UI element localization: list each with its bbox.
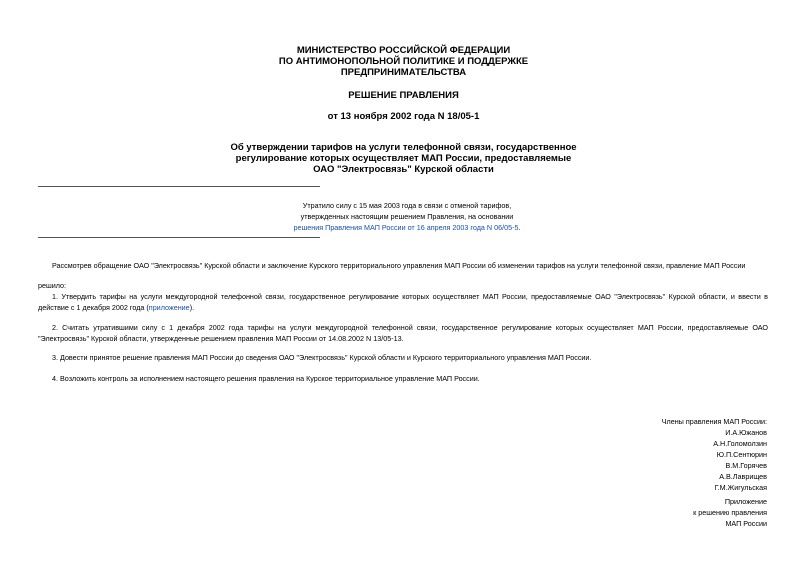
status-note-line-2: утвержденных настоящим решением Правления, на основании xyxy=(300,212,514,221)
divider-bottom xyxy=(38,237,320,238)
resolved-label: решило: xyxy=(38,281,67,290)
status-note-line-1: Утратило силу с 15 мая 2003 года в связи с отменой тарифов, xyxy=(302,201,512,210)
signer-name: Ю.П.Сентюрин xyxy=(716,450,767,459)
doc-date xyxy=(0,111,807,122)
item-1-main: 1. Утвердить тарифы на услуги междугородной телефонной связи, государственное регулирование которых осуществляет МАП России, предоставляемые ОАО "Электросвязь" Курской области, и ввести в действие с 1 декабря 2002 года ( xyxy=(38,292,768,312)
doc-date-label: от 13 ноября 2002 года N 18/05-1 xyxy=(327,111,480,122)
appendix-line-1: Приложение xyxy=(724,497,767,506)
title-line-1: Об утверждении тарифов на услуги телефонной связи, государственное xyxy=(230,142,577,153)
resolved-block xyxy=(38,281,768,292)
document-title xyxy=(0,142,807,175)
signers-heading: Члены правления МАП России: xyxy=(661,417,767,426)
signer-name: В.М.Горячев xyxy=(725,461,767,470)
status-note xyxy=(200,200,614,233)
appendix-line-2: к решению правления xyxy=(693,508,767,517)
ministry-header xyxy=(0,45,807,78)
appendix-block xyxy=(693,496,767,529)
ministry-line-1: МИНИСТЕРСТВО РОССИЙСКОЙ ФЕДЕРАЦИИ xyxy=(296,45,511,56)
signer-name: А.Н.Голомолзин xyxy=(713,439,767,448)
doc-type xyxy=(0,90,807,101)
item-2-block xyxy=(38,323,768,344)
item-4-block xyxy=(38,374,768,385)
signer-name: А.В.Лаврищев xyxy=(719,472,767,481)
item-4-text: 4. Возложить контроль за исполнением настоящего решения правления на Курское территориальное управление МАП России. xyxy=(52,374,480,383)
item-1-text xyxy=(38,292,768,313)
appendix-link[interactable]: приложение xyxy=(148,302,190,312)
title-line-2: регулирование которых осуществляет МАП России, предоставляемые xyxy=(235,153,572,164)
repeal-decision-link[interactable]: решения Правления МАП России от 16 апреля 2003 года N 06/05-5 xyxy=(293,223,519,232)
preamble-block xyxy=(38,261,768,272)
status-note-line-3 xyxy=(200,222,614,233)
item-1-block xyxy=(38,292,768,313)
item-1-tail: ). xyxy=(189,302,195,312)
signer-name: И.А.Южанов xyxy=(725,428,767,437)
status-note-tail: . xyxy=(518,223,521,232)
item-3-text: 3. Довести принятое решение правления МАП России до сведения ОАО "Электросвязь" Курской области и Курского территориального управления МАП России. xyxy=(52,353,592,362)
divider-top xyxy=(38,186,320,187)
signers-block xyxy=(662,416,767,493)
preamble-text: Рассмотрев обращение ОАО "Электросвязь" Курской области и заключение Курского территориального управления МАП России об изменении тарифов на услуги телефонной связи, правление МАП России xyxy=(52,261,746,270)
signer-name: Г.М.Жигульская xyxy=(714,483,767,492)
ministry-line-2: ПО АНТИМОНОПОЛЬНОЙ ПОЛИТИКЕ И ПОДДЕРЖКЕ xyxy=(278,56,529,67)
item-3-block xyxy=(38,353,768,364)
item-2-text: 2. Считать утратившими силу с 1 декабря 2002 года тарифы на услуги междугородной телефонной связи, государственное регулирование которых осуществляет МАП России, предоставляемые ОАО "Электросвязь" Курской области, утвержденные решением правления МАП России от 14.08.2002 N 13/05-13. xyxy=(38,323,768,343)
doc-type-label: РЕШЕНИЕ ПРАВЛЕНИЯ xyxy=(348,90,459,101)
title-line-3: ОАО "Электросвязь" Курской области xyxy=(313,164,494,175)
appendix-line-3: МАП России xyxy=(725,519,767,528)
ministry-line-3: ПРЕДПРИНИМАТЕЛЬСТВА xyxy=(340,67,467,78)
